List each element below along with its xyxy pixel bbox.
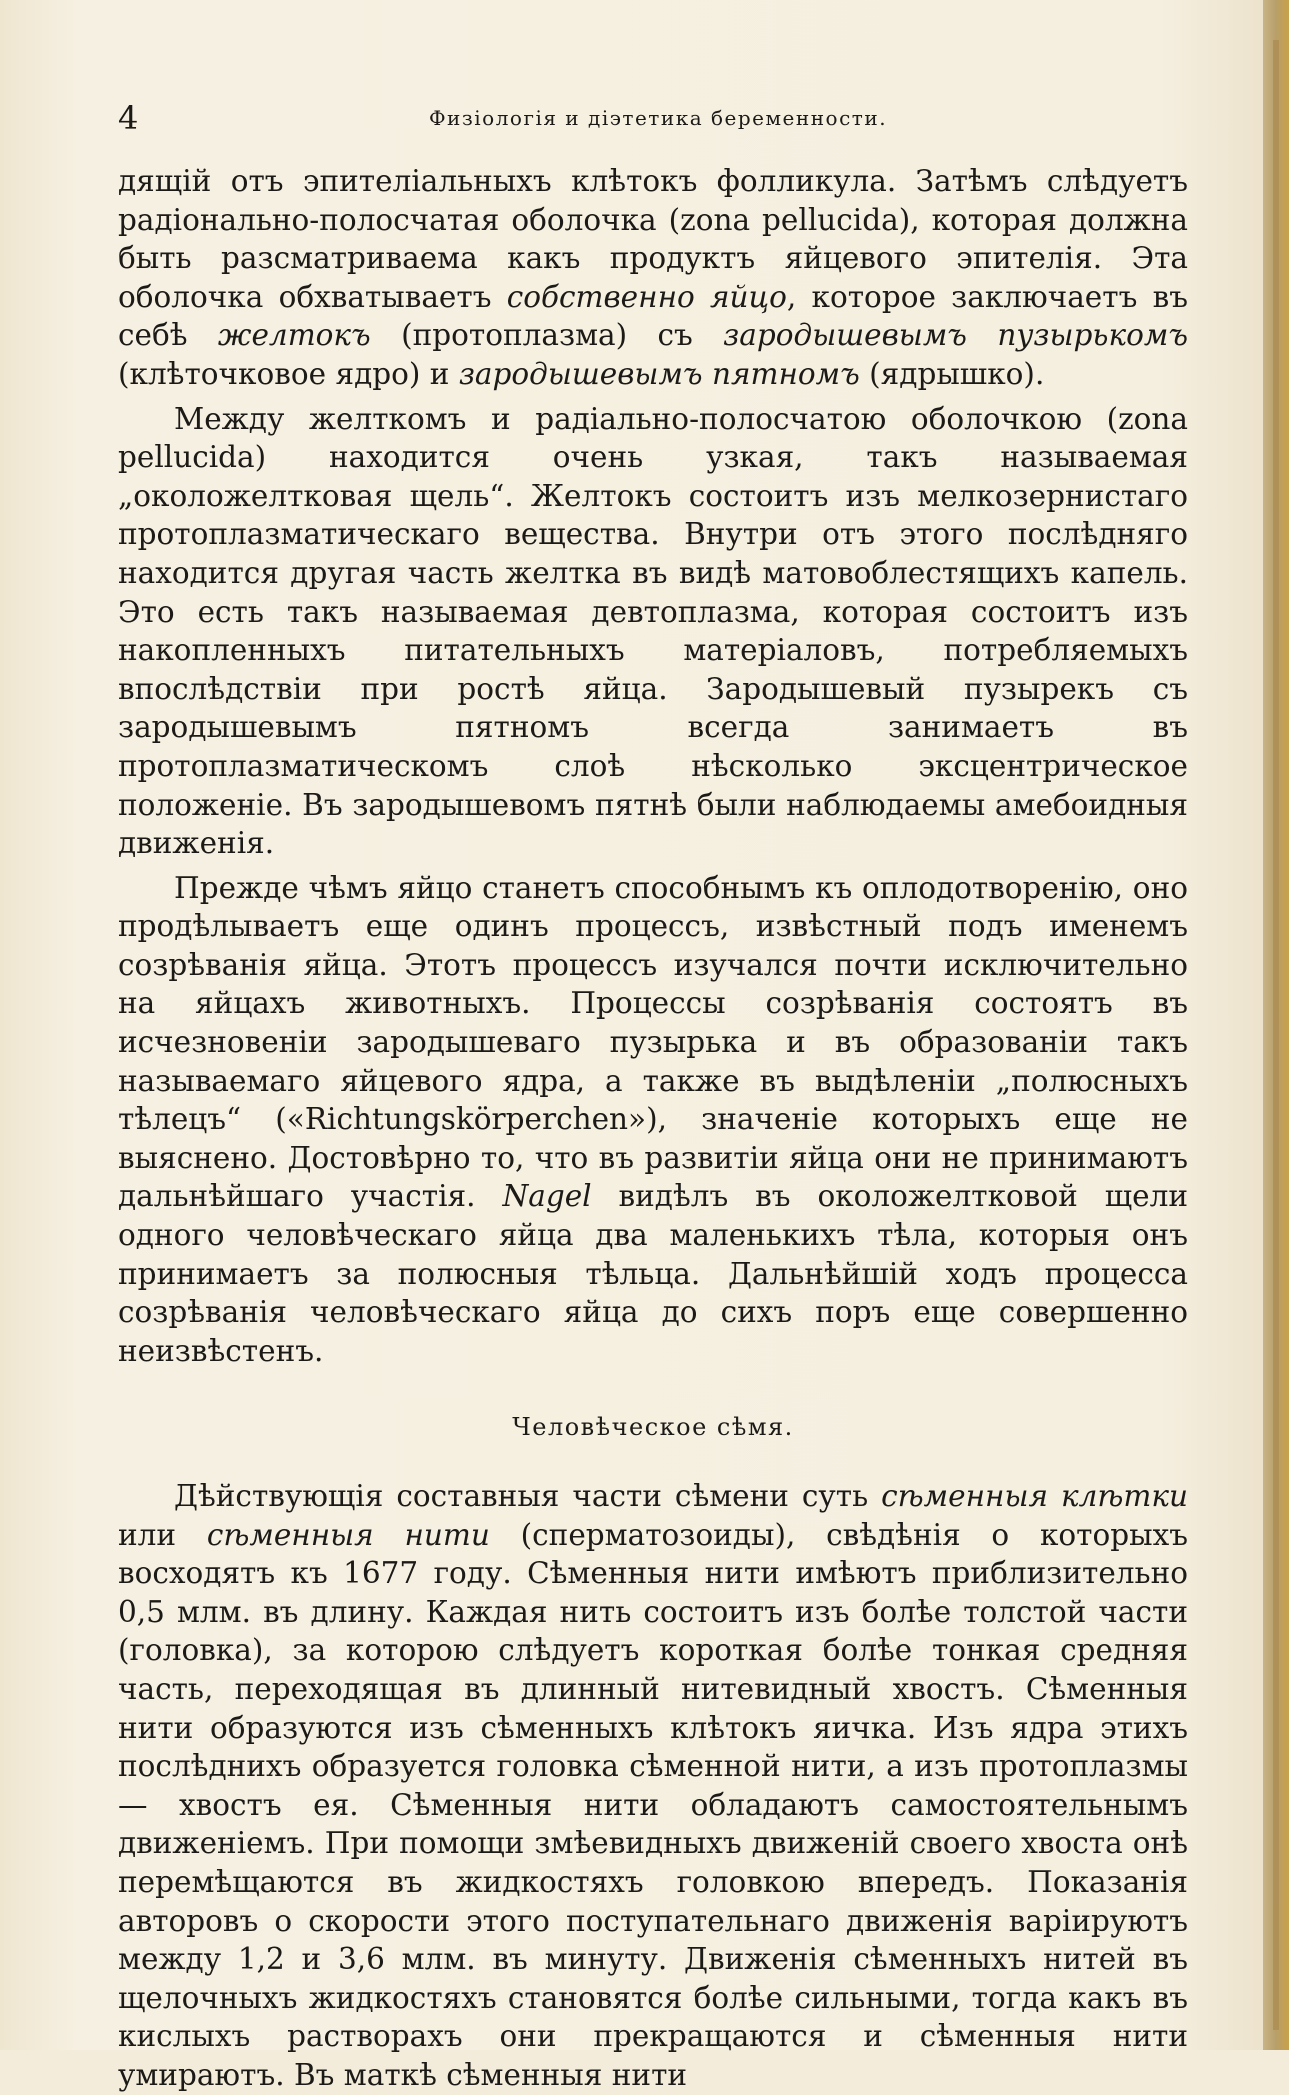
italic-text: желтокъ	[217, 318, 371, 353]
italic-text: сѣменныя нити	[206, 1517, 490, 1552]
section-title: Человѣческое сѣмя.	[512, 1413, 794, 1442]
paragraph	[118, 869, 1188, 1371]
text-run: (ядрышко).	[859, 356, 1045, 391]
page-header	[118, 98, 1198, 138]
page-edge-stripe	[1273, 40, 1279, 2030]
running-title: Физiологiя и дiэтетика беременности.	[428, 106, 888, 130]
paragraph	[118, 162, 1188, 394]
italic-text: собственно яйцо	[506, 279, 787, 314]
text-run: Дѣйствующiя составныя части сѣмени суть	[174, 1479, 882, 1513]
text-run: дящiй отъ эпителiальныхъ клѣтокъ фолликула. Затѣмъ слѣдуетъ радiонально-полосчатая оболочка (zona pellucida), которая должна быть разсматриваема какъ продуктъ яйцевого эпителiя. Эта оболочка обхватываетъ	[118, 164, 1188, 314]
text-run: Прежде чѣмъ яйцо станетъ способнымъ къ оплодотворенiю, оно продѣлываетъ еще одинъ процессъ, извѣстный подъ именемъ созрѣванiя яйца. Этотъ процессъ изучался почти исключительно на яйцахъ животныхъ. Процессы созрѣванiя состоятъ въ исчезновенiи зародышеваго пузырька и въ образованiи такъ называемаго яйцевого ядра, а также въ выдѣленiи „полюсныхъ тѣлецъ“ («Richtungskörperchen»), значенiе которыхъ еще не выяснено. Достовѣрно то, что въ развитiи яйца они не принимаютъ дальнѣйшаго участiя.	[118, 870, 1188, 1214]
text-run: Между желткомъ и радiально-полосчатою оболочкою (zona pellucida) находится очень узкая, такъ называемая „околожелтковая щель“. Желтокъ состоитъ изъ мелкозернистаго протоплазматическаго вещества. Внутри отъ этого послѣдняго находится другая часть желтка въ видѣ матовоблестящихъ капель. Это есть такъ называемая девтоплазма, которая состоитъ изъ накопленныхъ питательныхъ матерiаловъ, потребляемыхъ впослѣдствiи при ростѣ яйца. Зародышевый пузырекъ съ зародышевымъ пятномъ всегда занимаетъ въ протоплазматическомъ слоѣ нѣсколько эксцентрическое положенiе. Въ зародышевомъ пятнѣ были наблюдаемы амебоидныя движенiя.	[118, 401, 1188, 861]
italic-text: Nagel	[502, 1179, 592, 1214]
page-number: 4	[118, 99, 139, 137]
text-run: или	[118, 1517, 207, 1552]
italic-text: зародышевымъ пятномъ	[458, 356, 860, 391]
italic-text: сѣменныя клѣтки	[881, 1479, 1188, 1513]
italic-text: зародышевымъ пузырькомъ	[723, 318, 1188, 353]
paragraphs-before	[118, 162, 1188, 1370]
text-run: (протоплазма) съ	[370, 318, 724, 353]
paragraph	[118, 400, 1188, 863]
paragraphs-after	[118, 1477, 1188, 2095]
text-run: (клѣточковое ядро) и	[118, 356, 459, 391]
text-run: (сперматозоиды), свѣдѣнiя о которыхъ восходятъ къ 1677 году. Сѣменныя нити имѣютъ приблизительно 0,5 млм. въ длину. Каждая нить состоитъ изъ болѣе толстой части (головка), за которою слѣдуетъ короткая болѣе тонкая средняя часть, переходящая въ длинный нитевидный хвостъ. Сѣменныя нити образуются изъ сѣменныхъ клѣтокъ яичка. Изъ ядра этихъ послѣднихъ образуется головка сѣменной нити, а изъ протоплазмы — хвостъ ея. Сѣменныя нити обладаютъ самостоятельнымъ движенiемъ. При помощи змѣевидныхъ движенiй своего хвоста онѣ перемѣщаются въ жидкостяхъ головкою впередъ. Показанiя авторовъ о скорости этого поступательнаго движенiя варiируютъ между 1,2 и 3,6 млм. въ минуту. Движенiя сѣменныхъ нитей въ щелочныхъ жидкостяхъ становятся болѣе сильными, тогда какъ въ кислыхъ растворахъ они прекращаются и сѣменныя нити умираютъ. Въ маткѣ сѣменныя нити	[118, 1517, 1188, 2092]
text-run: , которое заключаетъ въ себѣ	[118, 279, 1188, 353]
text-run: видѣлъ въ околожелтковой щели одного человѣческаго яйца два маленькихъ тѣла, которыя онъ принимаетъ за полюсныя тѣльца. Дальнѣйшiй ходъ процесса созрѣванiя человѣческаго яйца до сихъ поръ еще совершенно неизвѣстенъ.	[118, 1179, 1188, 1368]
paragraph	[118, 1477, 1188, 2095]
body-text	[118, 162, 1188, 2095]
